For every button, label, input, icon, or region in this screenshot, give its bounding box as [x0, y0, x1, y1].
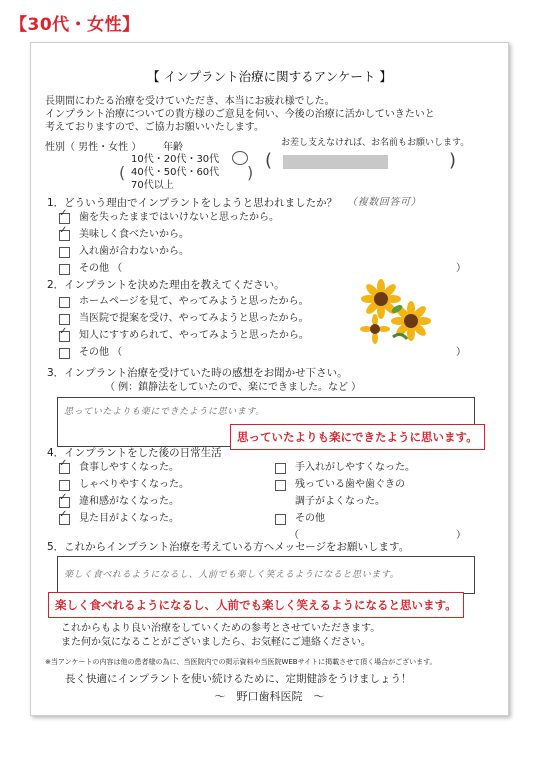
- q4-left-option-2: しゃべりやすくなった。: [79, 479, 189, 490]
- name-bracket-right: ): [449, 150, 457, 171]
- q4-right-option-2: 残っている歯や歯ぐきの: [295, 479, 405, 490]
- age-bracket-left: (: [119, 163, 126, 182]
- age-bracket-right: ): [247, 163, 254, 182]
- q4-right-checkbox-1[interactable]: [275, 463, 286, 474]
- q2-option-3: 知人にすすめられて、やってみようと思ったから。: [79, 330, 309, 341]
- sunflower-icon: [360, 279, 431, 344]
- age-row-1: 10代・20代・30代: [131, 154, 220, 165]
- q4-left-checkbox-4[interactable]: ✓: [59, 514, 70, 525]
- q1-other-close: ）: [456, 263, 466, 274]
- closing-line-2: また何か気になることがございましたら、お気軽にご連絡ください。: [61, 637, 371, 648]
- intro-line-2: インプラント治療についての貴方様のご意見を伺い、今後の治療に活かしていきたいと: [45, 109, 435, 120]
- name-bracket-left: (: [265, 150, 273, 171]
- clinic-name: 〜 野口歯科医院 〜: [214, 690, 325, 703]
- q5-handwritten-answer: 楽しく食べれるようになるし、人前でも楽しく笑えるようになると思います。: [64, 570, 400, 580]
- name-note: お差し支えなければ、お名前もお願いします。: [281, 138, 470, 148]
- q4-left-checkbox-1[interactable]: ✓: [59, 463, 70, 474]
- q4-left-option-4: 見た目がよくなった。: [79, 513, 179, 524]
- q2-checkbox-3[interactable]: ✓: [59, 331, 70, 342]
- q4-right-checkbox-2[interactable]: [275, 480, 286, 491]
- age-circle-mark: [232, 151, 248, 165]
- q4-left-option-3: 違和感がなくなった。: [79, 496, 179, 507]
- q2-option-1: ホームページを見て、やってみようと思ったから。: [79, 296, 309, 307]
- q1-checkbox-4[interactable]: [59, 264, 70, 275]
- age-row-2: 40代・50代・60代: [131, 167, 220, 178]
- q1-option-1: 歯を失ったままではいけないと思ったから。: [79, 212, 279, 223]
- notice: ※当アンケートの内容は他の患者様の為に、当医院内での掲示資料や当医院WEBサイトに掲載させて頂く場合がございます。: [45, 658, 437, 666]
- redacted-name: [283, 155, 388, 169]
- q1-option-2: 美味しく食べたいから。: [79, 229, 189, 240]
- q4-left-checkbox-3[interactable]: ✓: [59, 497, 70, 508]
- q3-callout: 思っていたよりも楽にできたように思います。: [230, 424, 485, 450]
- q5-answer-box[interactable]: [57, 556, 475, 594]
- age-label: 年齢: [163, 142, 183, 153]
- q4-title: 4．インプラントをした後の日常生活: [47, 447, 222, 459]
- q4-right-option-3: 調子がよくなった。: [295, 496, 385, 507]
- sunflower-illustration: [353, 279, 448, 349]
- q2-checkbox-2[interactable]: [59, 314, 70, 325]
- q5-callout: 楽しく食べれるようになるし、人前でも楽しく笑えるようになると思います。: [48, 592, 464, 618]
- q5-title: 5．これからインプラント治療を考えている方へメッセージをお願いします。: [47, 541, 410, 553]
- gender-label: 性別（ 男性・女性 ）: [45, 142, 142, 153]
- intro-line-3: 考えておりますので、ご協力お願いいたします。: [45, 122, 264, 133]
- intro-line-1: 長期間にわたる治療を受けていただき、本当にお疲れ様でした。: [45, 96, 335, 107]
- q2-title: 2．インプラントを決めた理由を教えてください。: [47, 279, 285, 291]
- q2-other-close: ）: [456, 347, 466, 358]
- page-heading: 【30代・女性】: [10, 15, 140, 35]
- q2-checkbox-1[interactable]: [59, 297, 70, 308]
- q1-checkbox-1[interactable]: ✓: [59, 213, 70, 224]
- q1-checkbox-3[interactable]: [59, 247, 70, 258]
- closing-line-1: これからもより良い治療をしていくための参考とさせていただきます。: [61, 623, 381, 634]
- q4-right-option-4: その他: [295, 513, 325, 524]
- q4-other-open: （: [289, 530, 299, 541]
- q4-right-checkbox-3[interactable]: [275, 514, 286, 525]
- q1-title: 1．どういう理由でインプラントをしようと思われましたか？: [47, 197, 338, 209]
- q4-left-checkbox-2[interactable]: [59, 480, 70, 491]
- q4-left-option-1: 食事しやすくなった。: [79, 462, 179, 473]
- q2-option-2: 当医院で提案を受け、やってみようと思ったから。: [79, 313, 309, 324]
- q4-other-close: ）: [456, 530, 466, 541]
- q2-checkbox-4[interactable]: [59, 348, 70, 359]
- q1-option-3: 入れ歯が合わないから。: [79, 246, 189, 257]
- q3-handwritten-answer: 思っていたよりも楽にできたように思います。: [64, 407, 265, 417]
- q1-checkbox-2[interactable]: ✓: [59, 230, 70, 241]
- q1-option-4: その他 （: [79, 263, 123, 274]
- age-row-3: 70代以上: [131, 180, 174, 191]
- footer-line: 長く快適にインプラントを使い続けるために、定期健診をうけましょう！: [65, 673, 412, 685]
- q1-handwritten-note: （複数回答可）: [347, 197, 422, 208]
- survey-title: 【 インプラント治療に関するアンケート 】: [147, 69, 392, 84]
- q2-option-4: その他 （: [79, 347, 123, 358]
- q3-example: （ 例：鎮静法をしていたので、楽にできました。など ）: [105, 382, 362, 393]
- q4-right-option-1: 手入れがしやすくなった。: [295, 462, 415, 473]
- q3-title: 3．インプラント治療を受けていた時の感想をお聞かせ下さい。: [47, 367, 348, 379]
